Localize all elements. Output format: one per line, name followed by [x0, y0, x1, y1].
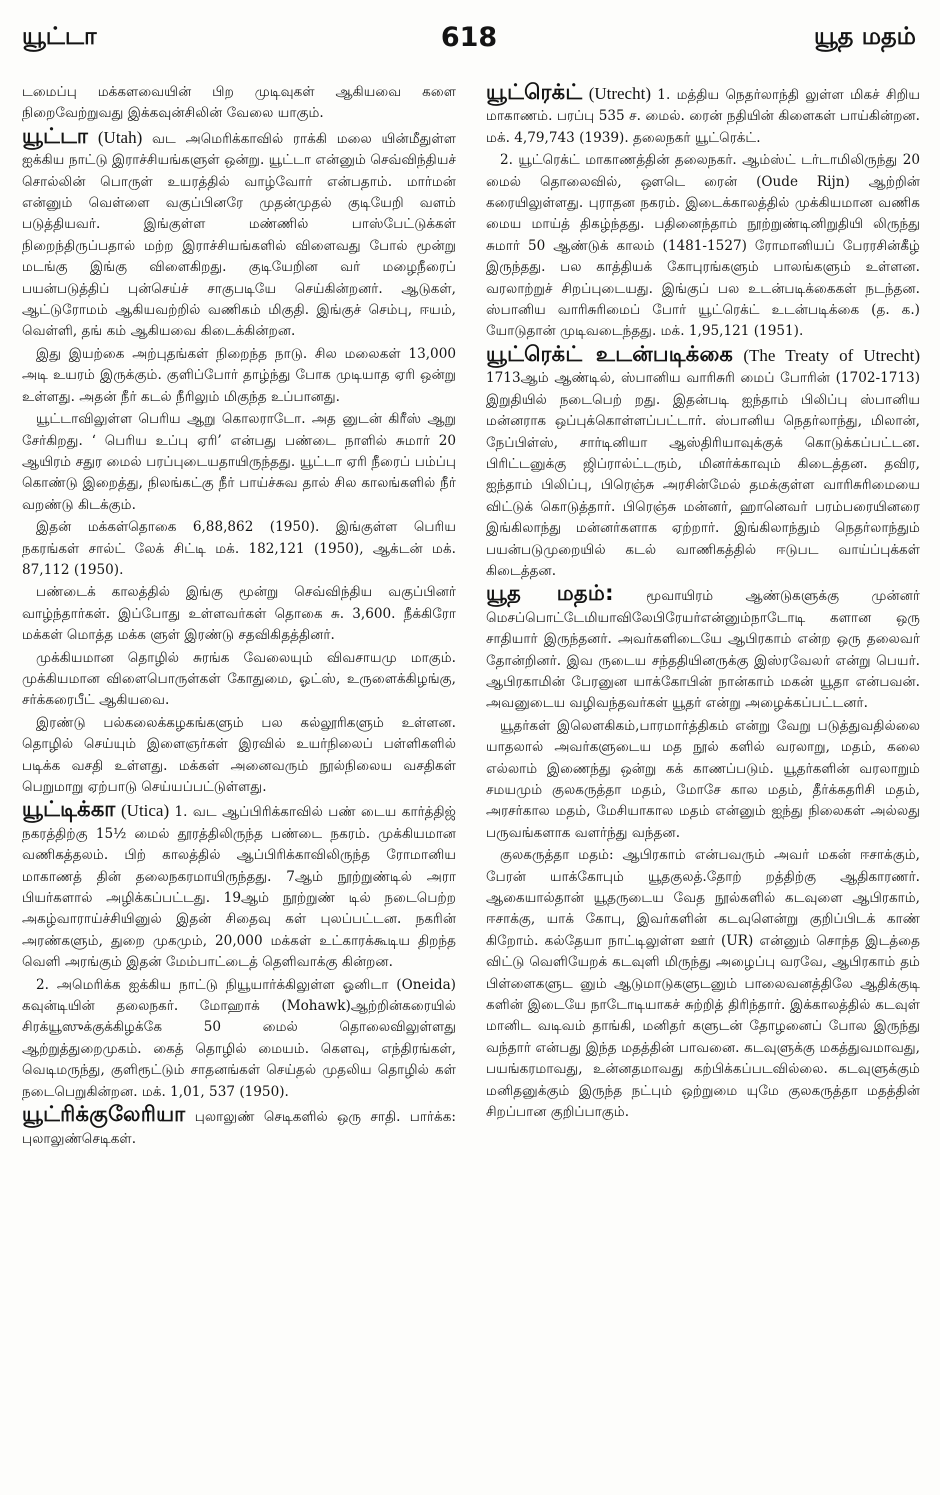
- paragraph-text: 1. வட ஆப்பிரிக்காவில் பண் டைய கார்த்திஜ் நகரத்திற்கு 15½ மைல் தூரத்திலிருந்த பண்டை நகரம். முக்கியமான வணிகத்தலம். பிற் காலத்தில் ஆப்பிரிக்காவிலிருந்த ரோமானிய மாகாணத் தின் தலைநகரமாயிருந்தது. 7ஆம் நூற்றுண்டில் அரா பியர்களால் அழிக்கப்பட்டது. 19ஆம் நூற்றுண் டில் நடைபெற்ற அகழ்வாராய்ச்சியினுல் இதன் சிதைவு கள் புலப்பட்டன. நகரின் அரண்களும், துறை முகமும், 20,000 மக்கள் உட்காரக்கூடிய திறந்த வெளி அரங்கும் இதன் மேம்பாட்டைத் தெளிவாக்கு கின்றன.: [22, 804, 457, 971]
- body-paragraph: [22, 82, 456, 125]
- paragraph-text: வட அமெரிக்காவில் ராக்கி மலை யின்மீதுள்ள ஐக்கிய நாட்டு இராச்சியங்களுள் ஒன்று. யூட்டா என்னும் செவ்விந்தியச் சொல்லின் பொருள் உயரத்தில் வாழ்வோர் என்பதாம். மார்மன் என்னும் வெள்ளை வகுப்பினரே முதன்முதல் குடியேறி வளம் படுத்தியவர். இங்குள்ள மண்ணில் பாஸ்பேட்டுக்கள் நிறைந்திருப்பதால் மற்ற இராச்சியங்களில் விளைவது போல் மூன்று மடங்கு இங்கு விளைகிறது. குடியேறின வர் மழைநீரைப் பயன்படுத்திப் புன்செய்ச் சாகுபடியே செய்கின்றனர். ஆடுகள், ஆட்டுரோமம் ஆகியவற்றில் வணிகம் மிகுதி. இங்குச் செம்பு, ஈயம், வெள்ளி, தங் கம் ஆகியவை கிடைக்கின்றன.: [22, 130, 456, 340]
- entry-headword: யூட்ரிக்குலேரியா: [22, 1102, 186, 1127]
- header-right-guide-word: யூத மதம்: [813, 22, 916, 50]
- left-column: [22, 82, 456, 1151]
- entry-paragraph: [22, 799, 456, 973]
- body-paragraph: [22, 648, 456, 712]
- body-paragraph: [486, 716, 920, 844]
- paragraph-text: 1713ஆம் ஆண்டில், ஸ்பானிய வாரிசுரி மைப் போரின் (1702-1713) இறுதியில் நடைபெற் றது. இதன்படி ஐந்தாம் பிலிப்பு ஸ்பானிய மன்னராக ஒப்புக்கொள்ளப்பட்டார். ஸ்பானிய நெதர்லாந்து, மிலான், நேப்பிள்ஸ், சார்டினியா ஆஸ்திரியாவுக்குக் கொடுக்கப்பட்டன. பிரிட்டனுக்கு ஜிப்ரால்ட்டரும், மினர்க்காவும் கிடைத்தன. தவிர, ஐந்தாம் பிலிப்பு, பிரெஞ்சு அரசின்மேல் தமக்குள்ள வாரிசுரிமையை விட்டுக் கொடுத்தார். பிரெஞ்சு மன்னர், ஹானெவர் பரம்பரையினரை இங்கிலாந்து மன்னர்களாக ஏற்றார். இங்கிலாந்தும் நெதர்லாந்தும் பயன்படுமுறையில் கடல் வாணிகத்தில் ஈடுபட வாய்ப்புக்கள் கிடைத்தன.: [486, 370, 920, 579]
- entry-headword: யூட்டிக்கா: [22, 797, 116, 822]
- body-paragraph: [22, 975, 456, 1103]
- entry-latin-name: (The Treaty of Utrecht): [743, 345, 921, 365]
- paragraph-text: இரண்டு பல்கலைக்கழகங்களும் பல கல்லூரிகளும் உள்ளன. தொழில் செய்யும் இளைஞர்கள் இரவில் உயர்நிலைப் பள்ளிகளில் படிக்க வசதி உள்ளது. மக்கள் அனைவரும் நூல்நிலைய வசதிகள் பெறுமாறு ஏற்பாடு செய்யப்பட்டுள்ளது.: [22, 714, 456, 795]
- entry-latin-name: (Utrecht): [588, 84, 651, 103]
- body-paragraph: [22, 582, 456, 646]
- paragraph-text: மூவாயிரம் ஆண்டுகளுக்கு முன்னர் மெசப்பொட்டேமியாவிலேபிரேயர்என்னும்நாடோடி களான ஒரு சாதியார் இருந்தனர். அவர்களிடையே ஆபிரகாம் என்ற ஒரு தலைவர் தோன்றினர். இவ ருடைய சந்ததியினருக்கு இஸ்ரவேலர் என்று பெயர். ஆபிரகாமின் பேரனுன யாக்கோபின் நான்காம் மகன் யூதா என்பவன். அவனுடைய வழிவந்தவர்கள் யூதர் என்று அழைக்கப்பட்டனர்.: [486, 588, 920, 712]
- body-paragraph: [486, 150, 920, 343]
- body-paragraph: [486, 845, 920, 1123]
- body-paragraph: [22, 409, 456, 516]
- paragraph-text: 2. அமெரிக்க ஐக்கிய நாட்டு நியூயார்க்கிலுள்ள ஓனிடா (Oneida) கவுன்டியின் தலைநகர். மோஹாக் (Mohawk)ஆற்றின்கரையில் சிரக்யூஸுக்குக்கிழக்கே 50 மைல் தொலைவிலுள்ளது ஆற்றுத்துறைமுகம். கைத் தொழில் மையம். கௌவு, எந்திரங்கள், வெடிமருந்து, குளிரூட்டும் சாதனங்கள் செய்தல் முதலிய தொழில் கள் நடைபெறுகின்றன. மக். 1,01, 537 (1950).: [22, 976, 456, 1100]
- entry-headword: யூட்ரெக்ட் உடன்படிக்கை: [486, 341, 734, 366]
- paragraph-text: முக்கியமான தொழில் சுரங்க வேலையும் விவசாயமு மாகும். முக்கியமான விளைபொருள்கள் கோதுமை, ஓட்ஸ், உருளைக்கிழங்கு, சர்க்கரைபீட் ஆகியவை.: [22, 649, 456, 709]
- paragraph-text: இது இயற்கை அற்புதங்கள் நிறைந்த நாடு. சில மலைகள் 13,000 அடி உயரம் இருக்கும். குளிப்போர் தாழ்ந்து போக முடியாத ஏரி ஒன்று உள்ளது. அதன் நீர் கடல் நீரிலும் மிகுந்த உப்பானது.: [22, 345, 456, 405]
- paragraph-text: 2. யூட்ரெக்ட் மாகாணத்தின் தலைநகர். ஆம்ஸ்ட் டர்டாமிலிருந்து 20 மைல் தொலைவில், ஔடெ ரைன் (Oude Rijn) ஆற்றின் கரையிலுள்ளது. புராதன நகரம். இடைக்காலத்தில் முக்கியமான வணிக மைய மாய்த் திகழ்ந்தது. பதினைந்தாம் நூற்றுண்டினிறுதியி லிருந்து சுமார் 50 ஆண்டுக் காலம் (1481-1527) ரோமானியப் பேரரசின்கீழ் இருந்தது. பல காத்தியக் கோபுரங்களும் பாலங்களும் உள்ளன. வரலாற்றுச் சிறப்புடையது. இங்குப் பல உடன்படிக்கைகள் நடந்தன. ஸ்பானிய வாரிசுரிமைப் போர் யூட்ரெக்ட் உடன்படிக்கை (த. க.) யோடுதான் முடிவடைந்தது. மக். 1,95,121 (1951).: [486, 152, 920, 340]
- entry-paragraph: [486, 82, 920, 149]
- entry-latin-name: (Utica): [121, 801, 170, 821]
- entry-latin-name: (Utah): [97, 127, 143, 147]
- body-paragraph: [22, 713, 456, 799]
- entry-headword: யூட்டா: [22, 123, 89, 148]
- paragraph-text: குலகருத்தா மதம்: ஆபிரகாம் என்பவரும் அவர் மகன் ஈசாக்கும், பேரன் யாக்கோபும் யூதகுலத்.தோற் றத்திற்கு ஆதிகாரணர். ஆகையால்தான் யூதருடைய வேத நூல்களில் கடவுளை ஆபிரகாம், ஈசாக்கு, யாக் கோபு, இவர்களின் கடவுளென்று குறிப்பிடக் காண் கிறோம். கல்தேயா நாட்டிலுள்ள ஊர் (UR) என்னும் சொந்த இடத்தை விட்டு வெளியேறக் கடவுளி மிருந்து அழைப்பு வரவே, ஆபிரகாம் தம் பிள்ளைகளுட னும் ஆடுமாடுகளுடனும் பாலைவனத்திலே ஆதிக்குடி களின் இடையே நாடோடியாகச் சுற்றித் திரிந்தார். இக்காலத்தில் கடவுள் மானிட வடிவம் தாங்கி, மனிதர் களுடன் தோழனைப் போல இருந்து வந்தார் என்பது இந்த மதத்தின் பாவனை. கடவுளுக்கு மகத்துவமாவது, பயங்கரமாவது, உன்னதமாவது கற்பிக்கப்படவில்லை. கடவுளுக்கும் மனிதனுக்கும் இருந்த நட்பும் ஒற்றுமை யுமே குலகருத்தா மதத்தின் சிறப்பான குறிப்பாகும்.: [486, 847, 920, 1121]
- paragraph-text: 1. மத்திய நெதர்லாந்தி லுள்ள மிகச் சிறிய மாகாணம். பரப்பு 535 ச. மைல். ரைன் நதியின் கிளைகள் பாய்கின்றன. மக். 4,79,743 (1939). தலைநகர் யூட்ரெக்ட்.: [486, 87, 920, 146]
- paragraph-text: யூதர்கள் இலௌகிகம்,பாரமார்த்திகம் என்று வேறு படுத்துவதில்லை யாதலால் அவர்களுடைய மத நூல் களில் வரலாறு, மதம், கலை எல்லாம் இணைந்து ஒன்று கக் காணப்படும். யூதர்களின் வரலாறும் சமயமும் குலகருத்தா மதம், மோசே கால மதம், தீர்க்கதரிசி மதம், அரசர்கால மதம், மேசியாகால மதம் என்னும் ஐந்து நிலைகள் அல்லது பருவங்களாக வளர்ந்து வந்தன.: [486, 717, 920, 841]
- paragraph-text: இதன் மக்கள்தொகை 6,88,862 (1950). இங்குள்ள பெரிய நகரங்கள் சால்ட் லேக் சிட்டி மக். 182,121 (1950), ஆக்டன் மக். 87,112 (1950).: [22, 519, 456, 578]
- paragraph-text: புலாலுண் செடிகளில் ஒரு சாதி. பார்க்க: புலாலுண்செடிகள்.: [22, 1109, 456, 1147]
- entry-paragraph: [486, 583, 920, 714]
- entry-paragraph: [22, 1104, 456, 1150]
- header-left-guide-word: யூட்டா: [22, 22, 97, 50]
- right-column: [486, 82, 920, 1125]
- paragraph-text: யூட்டாவிலுள்ள பெரிய ஆறு கொலராடோ. அத னுடன் கிரீஸ் ஆறு சேர்கிறது. ‘ பெரிய உப்பு ஏரி’ என்பது பண்டை நாளில் சுமார் 20 ஆயிரம் சதுர மைல் பரப்புடையதாயிருந்தது. யூட்டா ஏரி நீரைப் பம்ப்பு கொண்டு இறைத்து, நிலங்கட்கு நீர் பாய்ச்சுவ தால் சில காலங்களில் நீர் வறண்டு கிடக்கும்.: [22, 411, 456, 513]
- paragraph-text: டமைப்பு மக்களவையின் பிற முடிவுகள் ஆகியவை களை நிறைவேற்றுவது இக்கவுன்சிலின் வேலை யாகும்.: [22, 84, 456, 122]
- page-number: 618: [440, 22, 498, 53]
- body-paragraph: [22, 344, 456, 408]
- entry-paragraph: [22, 123, 456, 343]
- page-header: [22, 22, 916, 66]
- entry-headword: யூட்ரெக்ட்: [486, 80, 583, 104]
- entry-headword: யூத மதம்:: [486, 581, 614, 606]
- body-paragraph: [22, 517, 456, 581]
- entry-paragraph: [486, 341, 921, 582]
- paragraph-text: பண்டைக் காலத்தில் இங்கு மூன்று செவ்விந்திய வகுப்பினர் வாழ்ந்தார்கள். இப்போது உள்ளவர்கள் தொகை சு. 3,600. நீக்கிரோ மக்கள் மொத்த மக்க ளுள் இரண்டு சதவிகிதத்தினர்.: [22, 584, 456, 644]
